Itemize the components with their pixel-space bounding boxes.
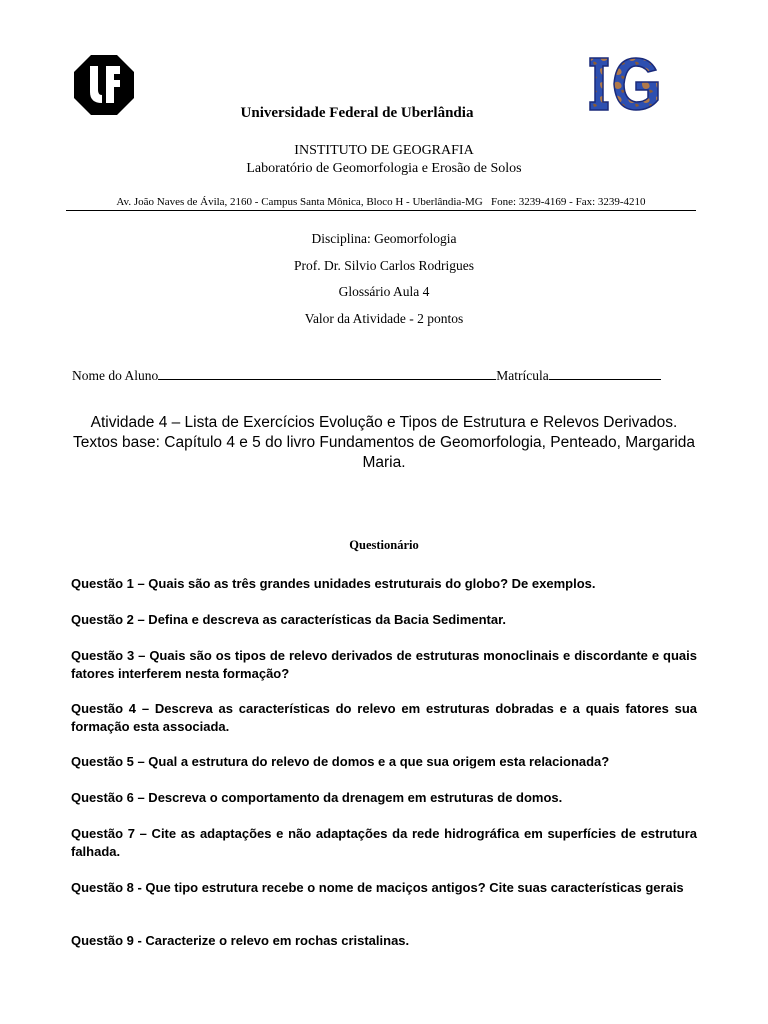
question-item: Questão 6 – Descreva o comportamento da drenagem em estruturas de domos. [71, 790, 563, 805]
glossary-line: Glossário Aula 4 [338, 284, 430, 299]
student-name-label: Nome do Aluno [72, 368, 159, 383]
activity-base-texts: Textos base: Capítulo 4 e 5 do livro Fundamentos de Geomorfologia, Penteado, Margarida Maria. [72, 434, 696, 471]
registration-blank[interactable] [549, 365, 661, 380]
header-divider [66, 210, 696, 211]
university-name: Universidade Federal de Uberlândia [240, 105, 474, 121]
laboratory-name: Laboratório de Geomorfologia e Erosão de Solos [246, 161, 522, 176]
student-name-blank[interactable] [158, 365, 496, 380]
question-item: Questão 9 - Caracterize o relevo em rochas cristalinas. [71, 933, 410, 948]
questionnaire-title: Questionário [349, 538, 419, 552]
question-item: Questão 8 - Que tipo estrutura recebe o nome de maciços antigos? Cite suas características gerais [71, 880, 684, 895]
address-line: Av. João Naves de Ávila, 2160 - Campus Santa Mônica, Bloco H - Uberlândia-MG Fone: 3239-4169 - Fax: 3239-4210 [116, 196, 646, 208]
student-fields [72, 365, 661, 384]
question-item: Questão 2 – Defina e descreva as características da Bacia Sedimentar. [71, 612, 507, 627]
question-item: Questão 5 – Qual a estrutura do relevo de domos e a que sua origem esta relacionada? [71, 754, 610, 769]
question-item: Questão 7 – Cite as adaptações e não adaptações da rede hidrográfica em superfícies de estrutura falhada. [71, 826, 697, 859]
institute-name: INSTITUTO DE GEOGRAFIA [294, 143, 474, 158]
activity-heading [70, 413, 698, 473]
question-item: Questão 4 – Descreva as características do relevo em estruturas dobradas e a quais fatores sua formação esta associada. [71, 701, 697, 734]
question-item: Questão 1 – Quais são as três grandes unidades estruturais do globo? De exemplos. [71, 576, 596, 591]
activity-value-line: Valor da Atividade - 2 pontos [304, 311, 464, 326]
activity-title: Atividade 4 – Lista de Exercícios Evolução e Tipos de Estrutura e Relevos Derivados. [90, 414, 678, 431]
question-item: Questão 3 – Quais são os tipos de relevo derivados de estruturas monoclinais e discordante e quais fatores interferem nesta formação? [71, 648, 697, 681]
professor-line: Prof. Dr. Silvio Carlos Rodrigues [293, 258, 474, 273]
discipline-line: Disciplina: Geomorfologia [311, 231, 457, 246]
registration-label: Matrícula [496, 368, 549, 383]
